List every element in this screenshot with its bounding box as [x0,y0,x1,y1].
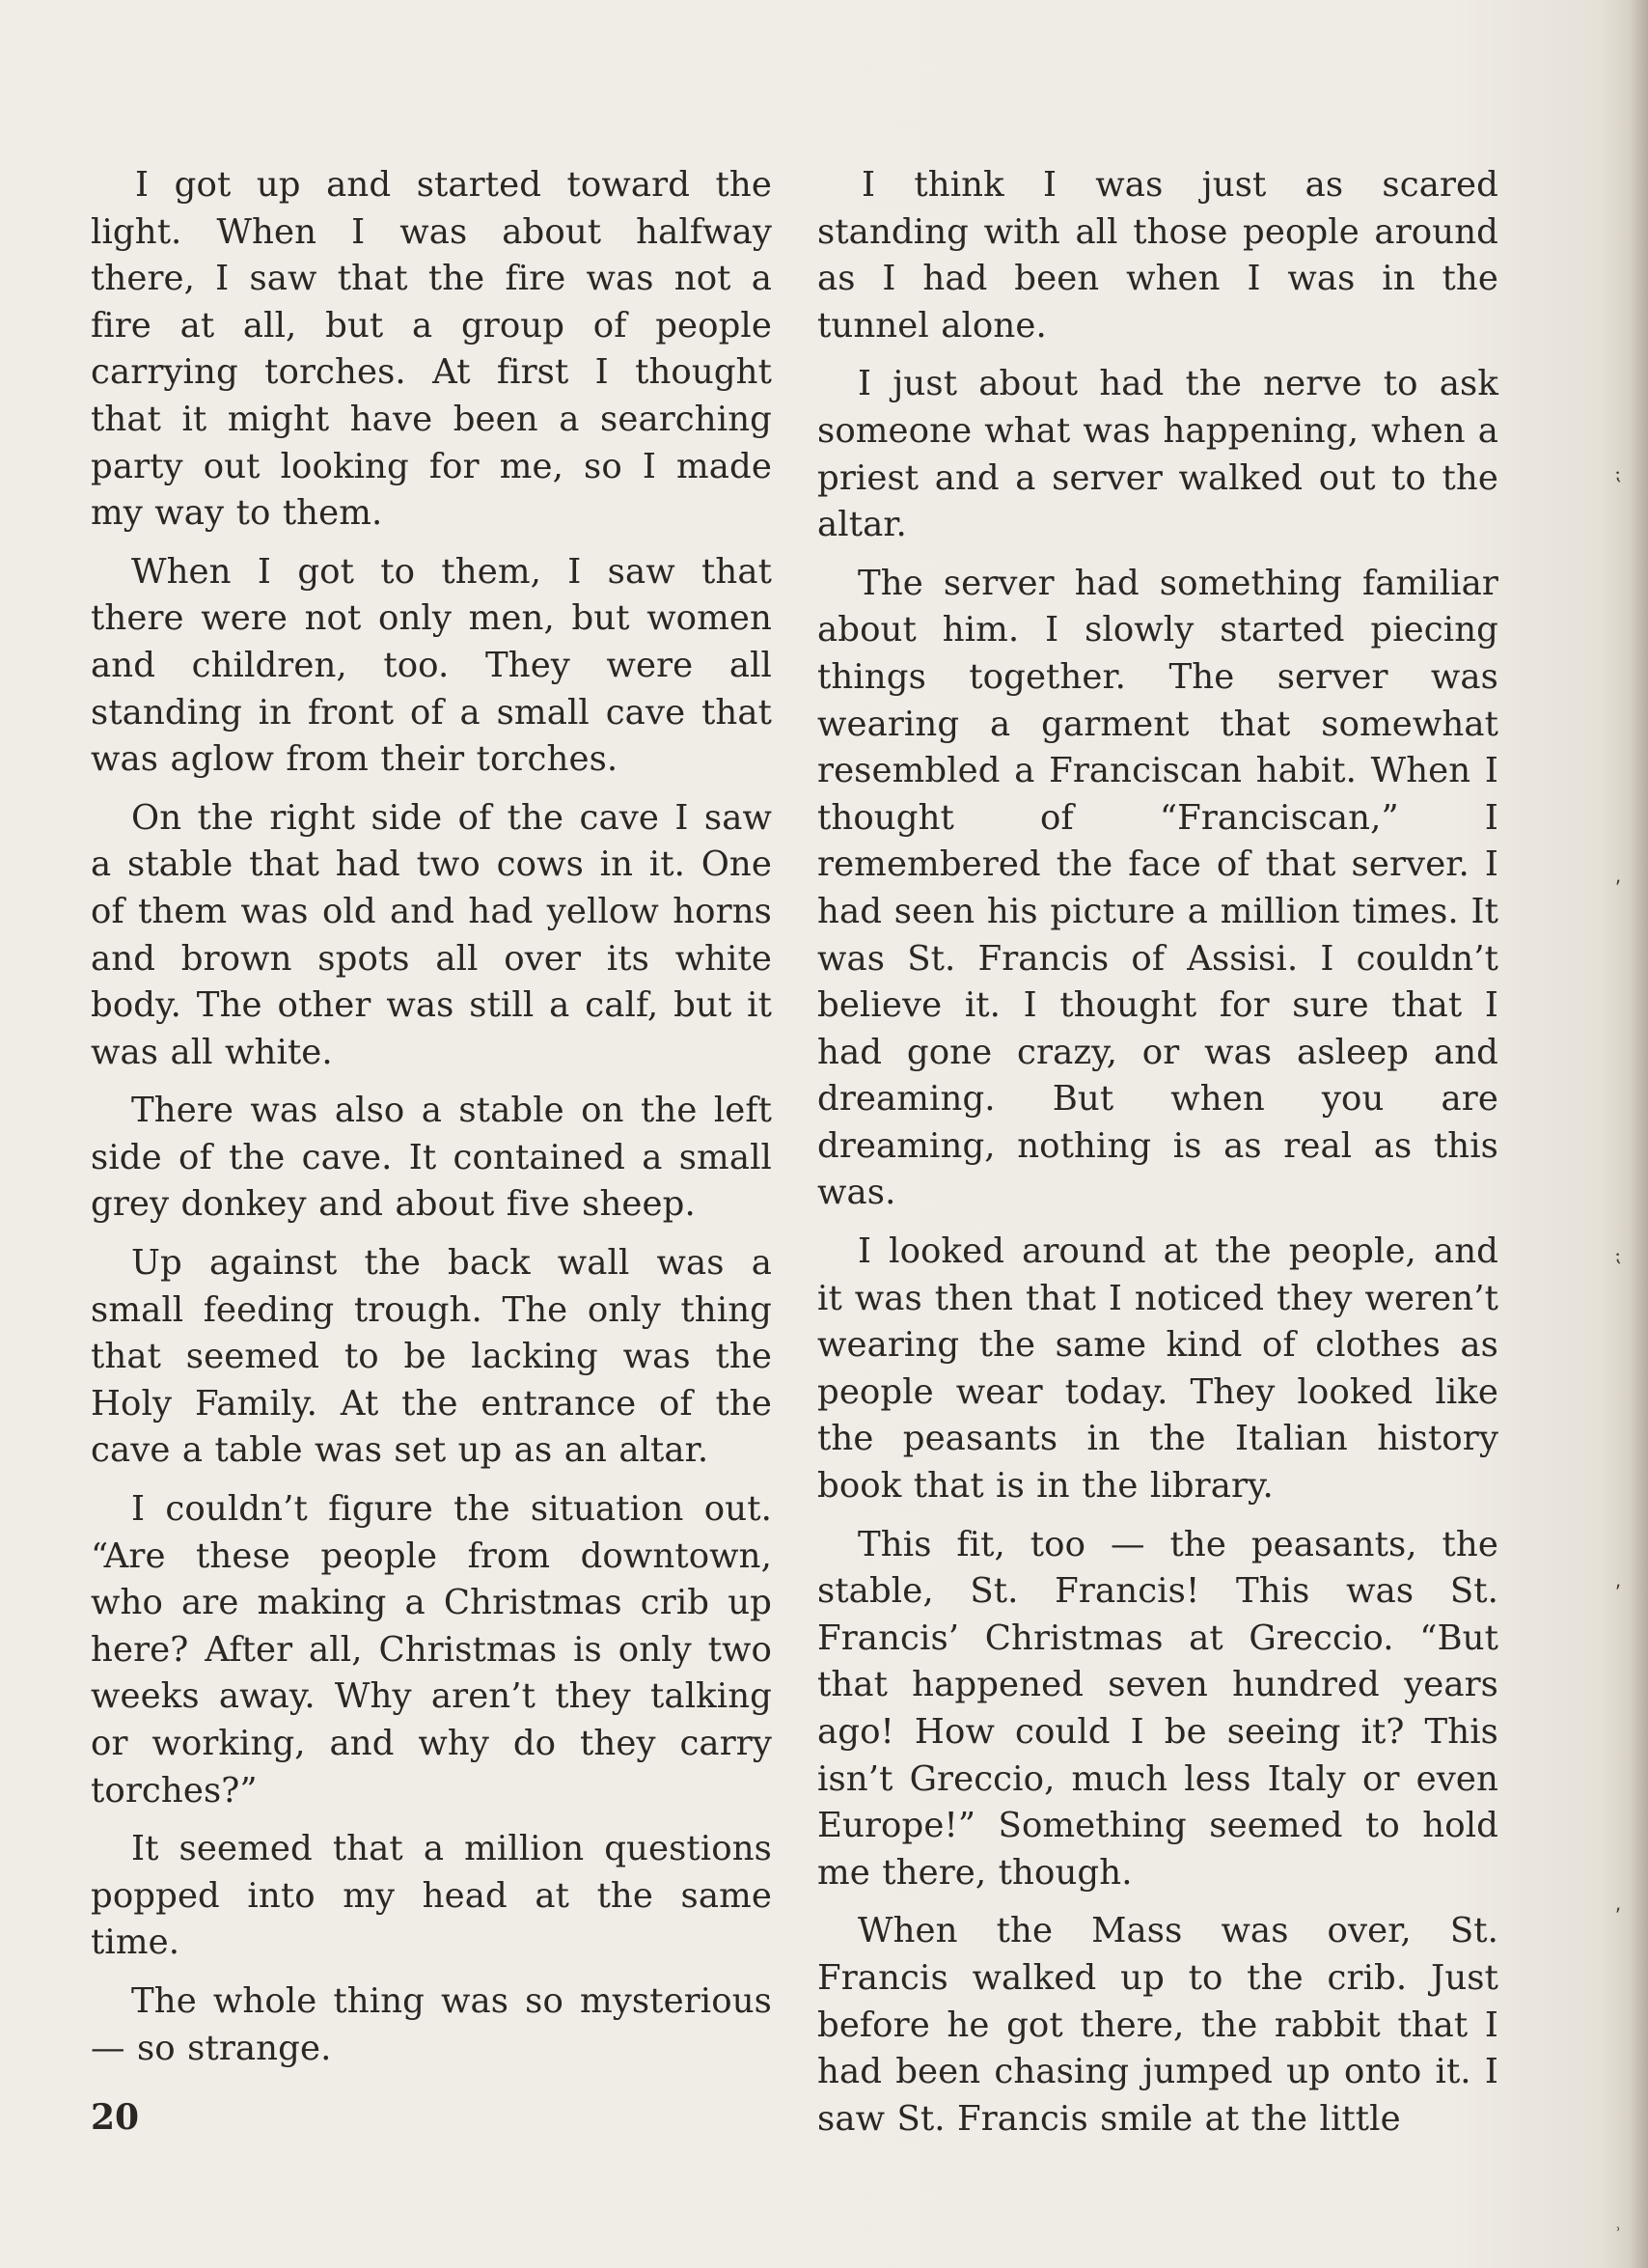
paragraph: On the right side of the cave I saw a stable that had two cows in it. One of them was old and had yellow horns and brown spots all over its white body. The other was still a calf, but it was all white. [91,797,772,1072]
paragraph: The server had something familiar about him. I slowly started piecing things together. The server was wearing a garment that somewhat resembled a Franciscan habit. When I thought of “Franciscan,” I remembered the face of that server. I had seen his picture a million times. It was St. Francis of Assisi. I couldn’t believe it. I thought for sure that I had gone crazy, or was asleep and dreaming. But when you are dreaming, nothing is as real as this was. [817,563,1498,1213]
margin-speck-icon: ⸴ [1615,1895,1621,1918]
paragraph: The whole thing was so mysterious — so strange. [91,1980,772,2068]
page-number: 20 [91,2097,140,2138]
paragraph: I just about had the nerve to ask someone what was happening, when a priest and a server walked out to the altar. [817,364,1498,545]
page-edge-shadow [1629,0,1648,2268]
margin-speck-icon: ⸒ [1614,2208,1621,2231]
margin-speck-icon: ⁏ [1614,461,1621,484]
paragraph: When the Mass was over, St. Francis walked up to the crib. Just before he got there, the rabbit that I had been chasing jumped up onto it. I saw St. Francis smile at the little [817,1911,1498,2139]
paragraph: I looked around at the people, and it was then that I noticed they weren’t wearing the same kind of clothes as people wear today. They looked like the peasants in the Italian history book that is in the library. [817,1231,1498,1507]
paragraph: I think I was just as scared standing with all those people around as I had been when I was in the tunnel alone. [817,165,1498,346]
right-column [817,162,1498,2154]
paragraph: This fit, too — the peasants, the stable, St. Francis! This was St. Francis’ Christmas at Greccio. “But that happened seven hundred years ago! How could I be seeing it? This isn’t Greccio, much less Italy or even Europe!” Something seemed to hold me there, though. [817,1524,1498,1893]
left-column [91,162,772,2084]
margin-speck-icon: ⸴ [1615,867,1621,890]
paragraph: Up against the back wall was a small feeding trough. The only thing that seemed to be lacking was the Holy Family. At the entrance of the cave a table was set up as an altar. [91,1243,772,1471]
margin-speck-icon: ⸴ [1615,1571,1621,1594]
paragraph: I got up and started toward the light. When I was about halfway there, I saw that the fire was not a fire at all, but a group of people carrying torches. At first I thought that it might have been a searching party out looking for me, so I made my way to them. [91,165,772,534]
paragraph: I couldn’t figure the situation out. “Are these people from downtown, who are making a Christmas crib up here? After all, Christmas is only two weeks away. Why aren’t they talking or working, and why do they carry torches?” [91,1489,772,1811]
margin-speck-icon: ⁏ [1614,1243,1621,1266]
paragraph: There was also a stable on the left side of the cave. It contained a small grey donkey and about five sheep. [91,1091,772,1225]
paragraph: When I got to them, I saw that there were not only men, but women and children, too. They were all standing in front of a small cave that was aglow from their torches. [91,551,772,780]
paragraph: It seemed that a million questions popped into my head at the same time. [91,1829,772,1963]
